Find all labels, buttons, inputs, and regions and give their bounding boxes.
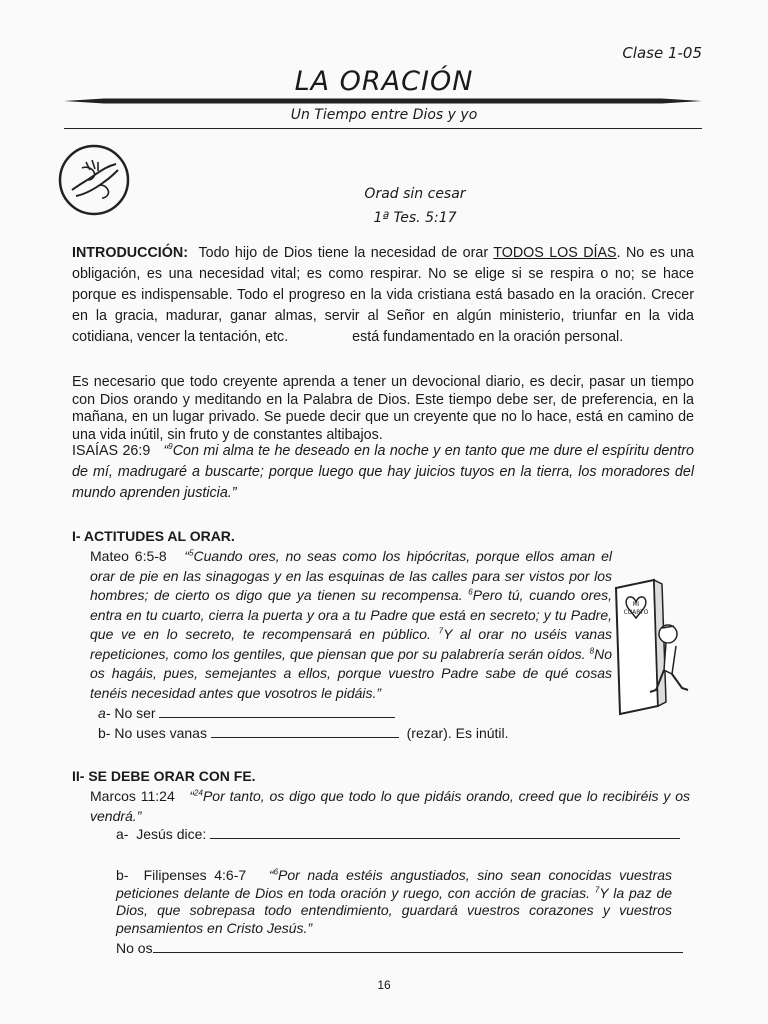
philippians-quote: b- Filipenses 4:6-7 “$^6$Por nada estéis angustiados, sino sean conocidas vuestras peticiones delante de Dios en toda oración y ruego, con acción de gracias. $^7$Y la paz de Dios, que sobrepasa todo entendimiento, guardará vuestros corazones y vuestros pensamientos en Cristo Jesús.” [116,867,673,936]
key-verse-text: Orad sin cesar [364,186,466,202]
item-1b-suffix: (rezar). Es inútil. [406,725,509,741]
intro-text-end: está fundamentado en la oración personal. [352,329,624,345]
intro-text-cont: . No es una obligación, es una necesidad vital; es como respirar. No se elige si se respira o no; se hace porque es indispensable. Todo el progreso en la vida cristiana está basado en la oración. Crecer en la gracia, madurar, ganar almas, servir al Señor en algún ministerio, triunfar en la vida cotidiana, vencer la tentación, etc. [72,245,694,345]
title-rule [64,98,702,104]
item-2b-blank-label: No os [116,940,153,956]
matthew-reference: Mateo 6:5-8 [90,548,167,564]
matthew-quote: Mateo 6:5-8 “$^5$Cuando ores, no seas como los hipócritas, porque ellos aman el orar de pie en las sinagogas y en las esquinas de las calles para ser vistos por los hombres; de cierto os digo que ya tienen su recompensa. $^6$Pero tú, cuando ores, entra en tu cuarto, cierra la puerta y ora a tu Padre que está en secreto; y tu Padre, que ve en lo secreto, te recompensará en público. $^7$Y al orar no uséis vanas repeticiones, como los gentiles, que piensan que por su palabrería serán oídos. $^8$No os hagáis, pues, semejantes a ellos, porque vuestro Padre sabe de qué cosas tenéis necesidad antes que vosotros le pidáis.” [90,548,613,701]
isaiah-text: Con mi alma te he deseado en la noche y en tanto que me dure el espíritu dentro de mí, madrugaré a buscarte; porque luego que hay juicios tuyos en la tierra, los moradores del mundo aprenden justicia. [72,443,694,501]
mark-quote: Marcos 11:24 “$^{24}$Por tanto, os digo que todo lo que pidáis orando, creed que lo recibiréis y os vendrá.” [90,788,691,824]
intro-emphasis: TODOS LOS DÍAS [493,245,617,261]
answer-blank-2b[interactable] [153,940,683,953]
mark-reference: Marcos 11:24 [90,788,175,804]
class-code: Clase 1-05 [622,44,702,62]
answer-blank-1b[interactable] [211,725,399,738]
item-1a-label: a- [98,705,111,721]
verse-number: 7 [594,884,600,894]
key-verse [300,182,530,230]
philippians-verse-7: Y la paz de Dios, que sobrepasa todo entendimiento, guardará vuestros corazones y vuestros pensamientos en Cristo Jesús. [116,884,673,936]
devotional-paragraph: Es necesario que todo creyente aprenda a tener un devocional diario, es decir, pasar un tiempo con Dios orando y meditando en la Palabra de Dios. Este tiempo debe ser, de preferencia, en la mañana, en un lugar privado. Se puede decir que un creyente que no lo hace, está en camino de una vida inútil, sin fruto y de constantes altibajos. [72,374,694,443]
item-1b [98,725,509,741]
verse-number: 6 [468,587,473,597]
matthew-verse-6: Pero tú, cuando ores, entra en tu cuarto, cierra la puerta y ora a tu Padre que está en secreto; y tu Padre, que ve en lo secreto, te recompensará en público. [90,587,612,642]
item-1a [98,705,395,721]
key-verse-reference: 1ª Tes. 5:17 [373,210,457,226]
isaiah-reference: ISAÍAS 26:9 [72,443,151,459]
philippians-verse-6: Por nada estéis angustiados, sino sean conocidas vuestras peticiones delante de Dios en toda oración y ruego, con acción de gracias. [116,867,673,901]
svg-text:Mi: Mi [632,601,640,608]
verse-number: 8 [589,645,595,655]
introduction-paragraph [72,243,694,348]
answer-blank-2a[interactable] [210,826,680,839]
item-2b-label: b- [116,867,129,883]
matthew-verse-8: No os hagáis, pues, semejantes a ellos, porque vuestro Padre sabe de qué cosas tenéis necesidad antes que vosotros le pidáis. [90,645,613,701]
introduction-label: INTRODUCCIÓN: [72,245,188,261]
item-2a-label: a- [116,826,129,842]
verse-number: 7 [438,626,444,636]
svg-text:CUARTO: CUARTO [623,609,649,616]
page-subtitle: Un Tiempo entre Dios y yo [290,107,478,123]
verse-number: 6 [273,867,279,877]
section-2-heading: II- SE DEBE ORAR CON FE. [72,768,256,784]
item-1b-text: No uses vanas [114,725,207,741]
intro-text: Todo hijo de Dios tiene la necesidad de orar [198,245,489,261]
item-1b-label: b- [98,725,111,741]
prayer-room-cartoon [606,578,692,718]
philippians-reference: Filipenses 4:6-7 [143,867,247,883]
item-1a-text: No ser [114,705,156,721]
isaiah-quote: ISAÍAS 26:9 “$^9$Con mi alma te he deseado en la noche y en tanto que me dure el espíritu dentro de mí, madrugaré a buscarte; porque luego que hay juicios tuyos en la tierra, los moradores del mundo aprenden justicia.” [72,442,694,501]
item-2a-text: Jesús dice: [136,826,207,842]
subtitle-rule [64,128,702,129]
item-2a [116,826,680,842]
praying-hands-icon [58,144,130,216]
verse-number: 24 [194,788,203,798]
matthew-verse-5: Cuando ores, no seas como los hipócritas, porque ellos aman el orar de pie en las sinagogas y en las esquinas de las calles para ser vistos por los hombres; de cierto os digo que ya tienen su recompensa. [90,548,612,603]
item-2b-answer [116,940,683,956]
matthew-verse-7: Y al orar no uséis vanas repeticiones, como los gentiles, que piensan que por su palabrería serán oídos. [90,626,613,662]
mark-text: Por tanto, os digo que todo lo que pidáis orando, creed que lo recibiréis y os vendrá. [90,788,691,824]
verse-number: 5 [189,548,194,558]
page-title: LA ORACIÓN [294,66,474,97]
section-1-heading: I- ACTITUDES AL ORAR. [72,528,235,544]
page-number: 16 [377,978,391,992]
answer-blank-1a[interactable] [159,705,395,718]
verse-number: 9 [168,442,173,452]
